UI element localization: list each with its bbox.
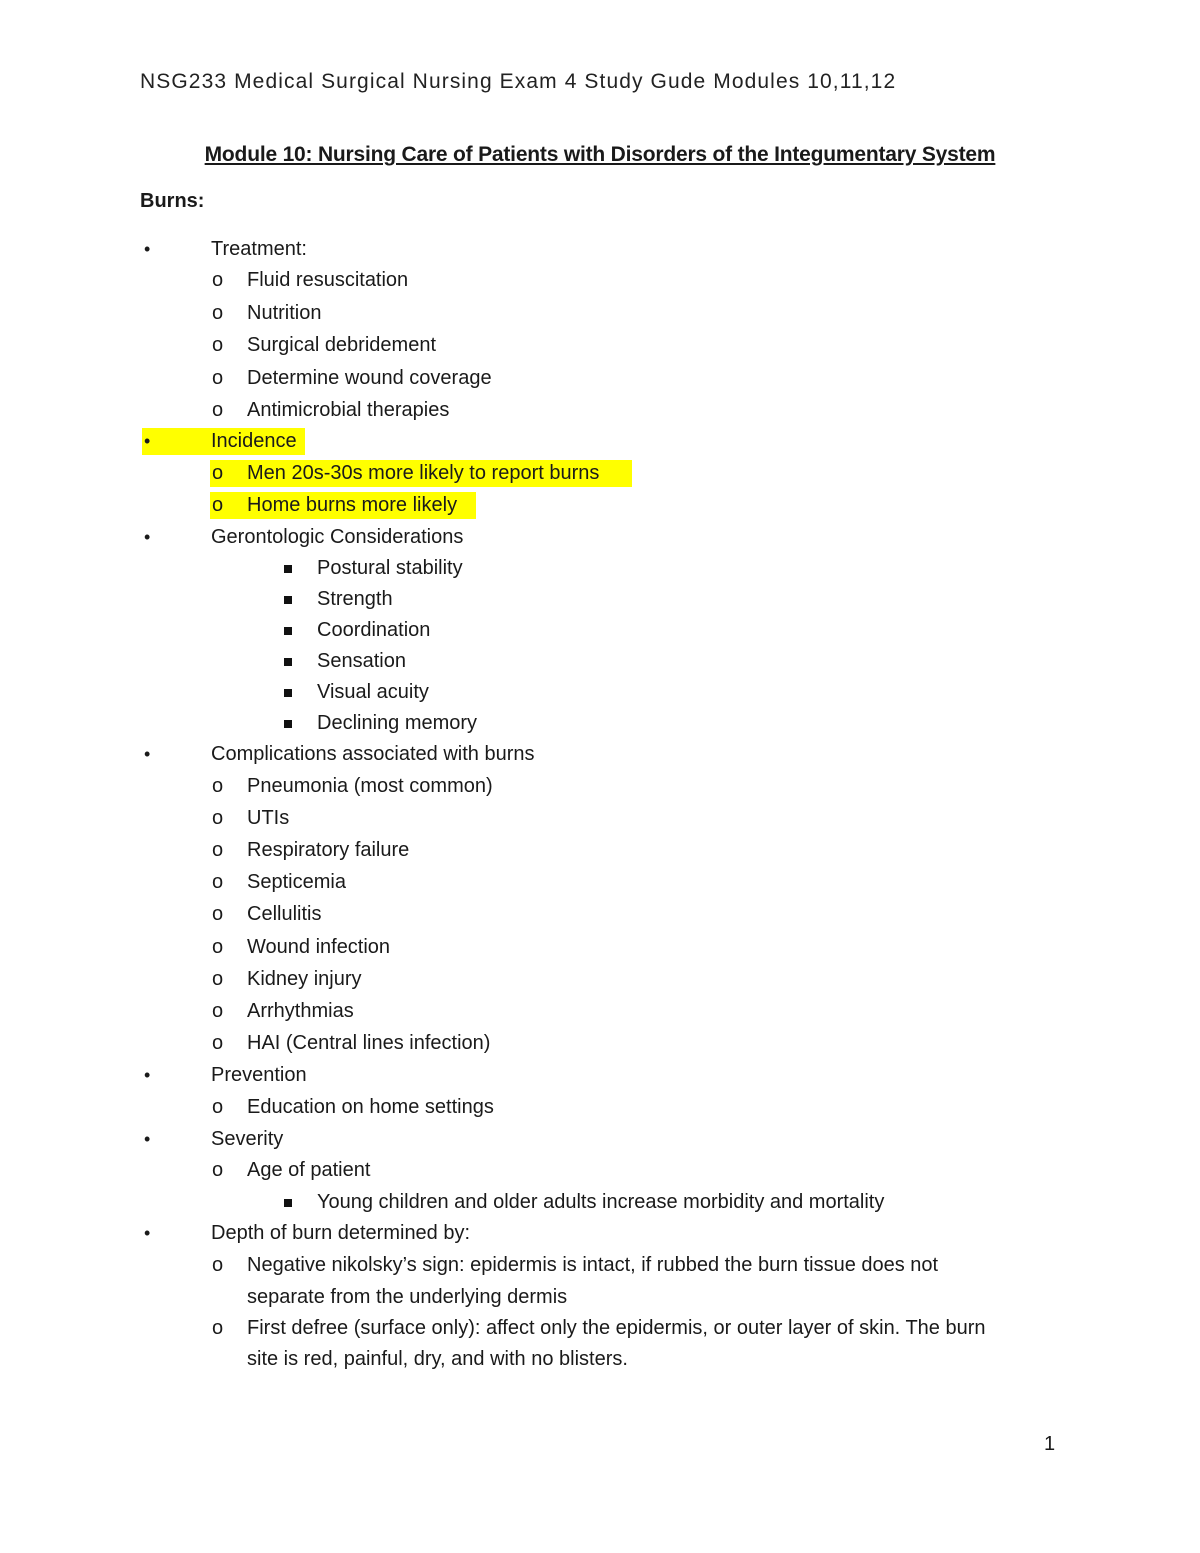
list-item-depth: • Depth of burn determined by: bbox=[140, 1219, 1040, 1247]
list-item-debridement: o Surgical debridement bbox=[140, 331, 1040, 359]
list-item-age: o Age of patient bbox=[140, 1156, 1040, 1184]
list-item-first-degree: o First defree (surface only): affect only the epidermis, or outer layer of skin. The burn bbox=[140, 1314, 1060, 1342]
list-item-pneumonia: o Pneumonia (most common) bbox=[140, 772, 1040, 800]
circle-bullet-icon: o bbox=[212, 1159, 224, 1181]
circle-bullet-icon: o bbox=[212, 334, 224, 356]
list-item-utis: o UTIs bbox=[140, 804, 1040, 832]
square-bullet-icon bbox=[284, 627, 292, 635]
list-item-memory: Declining memory bbox=[140, 709, 1040, 737]
circle-bullet-icon: o bbox=[212, 775, 224, 797]
circle-bullet-icon: o bbox=[212, 1032, 224, 1054]
list-item-hai: o HAI (Central lines infection) bbox=[140, 1029, 1040, 1057]
circle-bullet-icon: o bbox=[212, 871, 224, 893]
bullet-icon: • bbox=[144, 1129, 151, 1149]
list-item-wound-infection: o Wound infection bbox=[140, 933, 1040, 961]
list-item-young: Young children and older adults increase morbidity and mortality bbox=[140, 1188, 1040, 1216]
list-item-arrhythmias: o Arrhythmias bbox=[140, 997, 1040, 1025]
square-bullet-icon bbox=[284, 689, 292, 697]
list-item-first-degree-cont: site is red, painful, dry, and with no blisters. bbox=[247, 1348, 628, 1370]
circle-bullet-icon: o bbox=[212, 367, 224, 389]
list-item-wound-coverage: o Determine wound coverage bbox=[140, 364, 1040, 392]
list-item-kidney: o Kidney injury bbox=[140, 965, 1040, 993]
square-bullet-icon bbox=[284, 720, 292, 728]
list-item-prevention: • Prevention bbox=[140, 1061, 1040, 1089]
bullet-icon: • bbox=[144, 744, 151, 764]
circle-bullet-icon: o bbox=[212, 399, 224, 421]
circle-bullet-icon: o bbox=[212, 462, 224, 484]
list-item-treatment: • Treatment: bbox=[140, 235, 1040, 263]
list-item-nutrition: o Nutrition bbox=[140, 299, 1040, 327]
list-item-visual: Visual acuity bbox=[140, 678, 1040, 706]
circle-bullet-icon: o bbox=[212, 1317, 224, 1339]
section-heading: Burns: bbox=[140, 190, 205, 212]
circle-bullet-icon: o bbox=[212, 903, 224, 925]
square-bullet-icon bbox=[284, 658, 292, 666]
circle-bullet-icon: o bbox=[212, 269, 224, 291]
bullet-icon: • bbox=[144, 527, 151, 547]
bullet-icon: • bbox=[144, 239, 151, 259]
square-bullet-icon bbox=[284, 565, 292, 573]
list-item-fluid: o Fluid resuscitation bbox=[140, 266, 1040, 294]
module-title: Module 10: Nursing Care of Patients with Disorders of the Integumentary System bbox=[204, 143, 996, 166]
square-bullet-icon bbox=[284, 596, 292, 604]
circle-bullet-icon: o bbox=[212, 807, 224, 829]
square-bullet-icon bbox=[284, 1199, 292, 1207]
bullet-icon: • bbox=[144, 1223, 151, 1243]
circle-bullet-icon: o bbox=[212, 1096, 224, 1118]
page-header: NSG233 Medical Surgical Nursing Exam 4 Study Gude Modules 10,11,12 bbox=[140, 70, 897, 93]
list-item-home: o Home burns more likely bbox=[140, 491, 1040, 519]
list-item-nikolsky-cont: separate from the underlying dermis bbox=[247, 1286, 568, 1308]
circle-bullet-icon: o bbox=[212, 494, 224, 516]
list-item-antimicrobial: o Antimicrobial therapies bbox=[140, 396, 1040, 424]
list-item-strength: Strength bbox=[140, 585, 1040, 613]
circle-bullet-icon: o bbox=[212, 1254, 224, 1276]
list-item-incidence: • Incidence bbox=[140, 427, 1040, 455]
list-item-severity: • Severity bbox=[140, 1125, 1040, 1153]
list-item-nikolsky: o Negative nikolsky’s sign: epidermis is intact, if rubbed the burn tissue does not bbox=[140, 1251, 1060, 1279]
circle-bullet-icon: o bbox=[212, 936, 224, 958]
circle-bullet-icon: o bbox=[212, 1000, 224, 1022]
circle-bullet-icon: o bbox=[212, 839, 224, 861]
bullet-icon: • bbox=[144, 431, 151, 451]
circle-bullet-icon: o bbox=[212, 968, 224, 990]
list-item-respiratory: o Respiratory failure bbox=[140, 836, 1040, 864]
list-item-postural: Postural stability bbox=[140, 554, 1040, 582]
list-item-septicemia: o Septicemia bbox=[140, 868, 1040, 896]
list-item-complications: • Complications associated with burns bbox=[140, 740, 1040, 768]
circle-bullet-icon: o bbox=[212, 302, 224, 324]
list-item-cellulitis: o Cellulitis bbox=[140, 900, 1040, 928]
list-item-education: o Education on home settings bbox=[140, 1093, 1040, 1121]
list-item-men: o Men 20s-30s more likely to report burns bbox=[140, 459, 1040, 487]
page-number: 1 bbox=[1044, 1433, 1056, 1455]
list-item-gerontologic: • Gerontologic Considerations bbox=[140, 523, 1040, 551]
list-item-coordination: Coordination bbox=[140, 616, 1040, 644]
bullet-icon: • bbox=[144, 1065, 151, 1085]
list-item-sensation: Sensation bbox=[140, 647, 1040, 675]
